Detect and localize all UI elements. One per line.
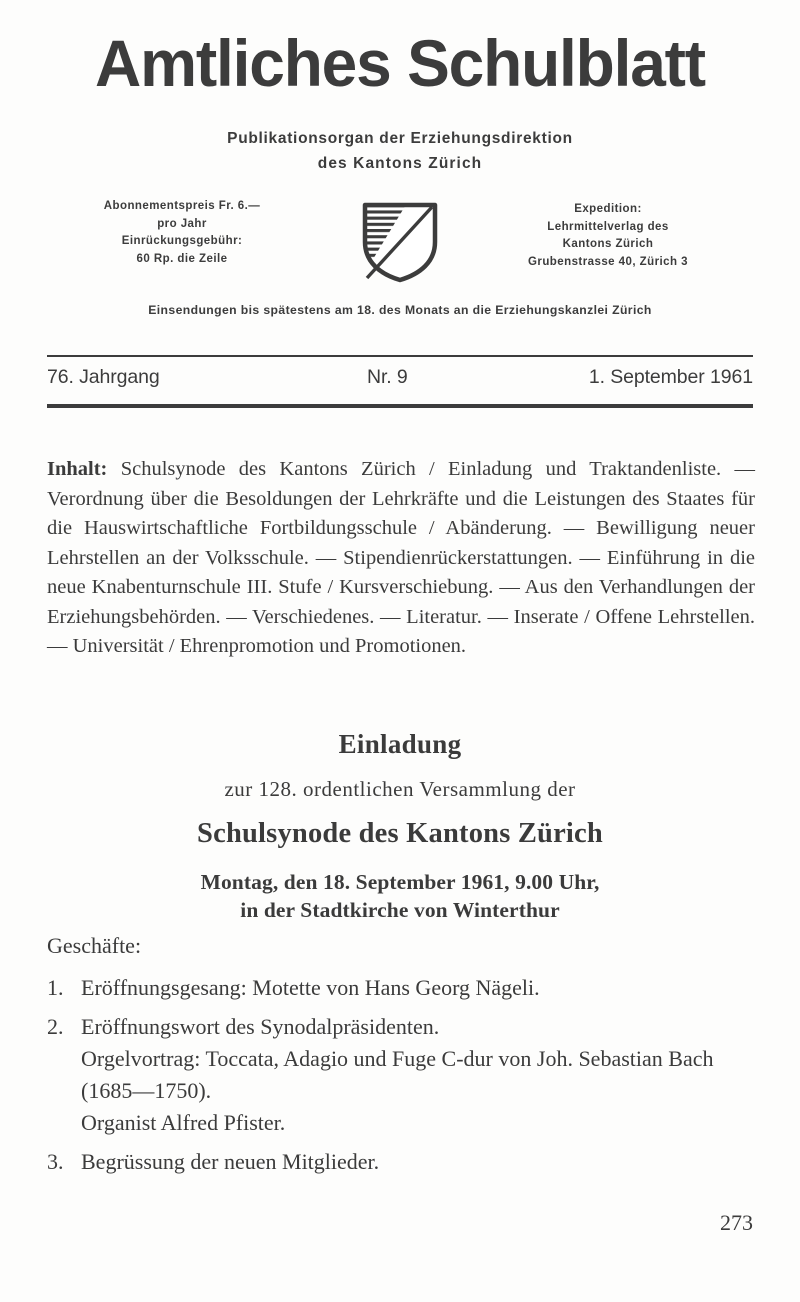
submission-deadline-note: Einsendungen bis spätestens am 18. des Monats an die Erziehungskanzlei Zürich	[148, 303, 652, 317]
masthead-info-band	[47, 198, 753, 284]
masthead-subtitle	[0, 126, 800, 176]
masthead-subtitle-line1: Publikationsorgan der Erziehungsdirektion	[227, 130, 573, 147]
issue-number: Nr. 9	[367, 366, 408, 388]
invitation-body-title: Schulsynode des Kantons Zürich	[197, 818, 603, 849]
agenda-item-subtext: Organist Alfred Pfister.	[81, 1110, 286, 1135]
issue-info-row	[47, 366, 753, 398]
agenda-label: Geschäfte:	[47, 933, 142, 958]
contents-text: Schulsynode des Kantons Zürich / Einladung und Traktandenliste. — Verordnung über die Besoldungen der Lehrkräfte und die Leistungen des Staates für die Hauswirtschaftliche Fortbildungsschule / Abänderung. — Bewilligung neuer Lehrstellen an der Volksschule. — Stipendienrückerstattungen. — Einführung in die neue Knabenturnschule III. Stufe / Kursverschiebung. — Aus den Verhandlungen der Erziehungsbehörden. — Verschiedenes. — Literatur. — Inserate / Offene Lehrstellen. — Universität / Ehrenpromotion und Promotionen.	[47, 458, 755, 657]
expedition-canton: Kantons Zürich	[562, 238, 654, 250]
expedition-label: Expedition:	[574, 203, 642, 215]
agenda-item-number: 2.	[47, 1014, 64, 1039]
agenda-item-text: Begrüssung der neuen Mitglieder.	[81, 1149, 380, 1174]
issue-volume: 76. Jahrgang	[47, 366, 160, 388]
page-number: 273	[720, 1210, 753, 1235]
agenda-item-text: Eröffnungswort des Synodalpräsidenten.	[81, 1014, 440, 1039]
agenda-list	[47, 972, 755, 1185]
contents-label: Inhalt:	[47, 458, 108, 480]
expedition-info	[463, 201, 753, 271]
agenda-item-text: Eröffnungsgesang: Motette von Hans Georg Nägeli.	[81, 975, 540, 1000]
invitation-when	[0, 868, 800, 924]
invitation-datetime: Montag, den 18. September 1961, 9.00 Uhr,	[200, 870, 600, 894]
masthead-rule-bottom	[47, 404, 753, 408]
masthead-subtitle-line2: des Kantons Zürich	[317, 155, 483, 172]
agenda-item	[47, 1011, 755, 1139]
invitation-venue: in der Stadtkirche von Winterthur	[240, 898, 560, 922]
agenda-item-number: 3.	[47, 1149, 64, 1174]
subscription-period: pro Jahr	[157, 217, 207, 230]
agenda-item-number: 1.	[47, 975, 64, 1000]
expedition-address: Grubenstrasse 40, Zürich 3	[528, 255, 688, 268]
subscription-price: Abonnementspreis Fr. 6.—	[103, 200, 261, 212]
agenda-item-subtext: Orgelvortrag: Toccata, Adagio und Fuge C-dur von Joh. Sebastian Bach (1685—1750).	[81, 1046, 714, 1103]
contents-paragraph	[47, 455, 755, 662]
agenda-item	[47, 972, 755, 1004]
insertion-fee-label: Einrückungsgebühr:	[121, 235, 243, 247]
insertion-fee-rate: 60 Rp. die Zeile	[136, 252, 228, 265]
issue-date: 1. September 1961	[588, 366, 753, 388]
invitation-subheading: zur 128. ordentlichen Versammlung der	[224, 777, 576, 801]
zurich-coat-of-arms-shield-icon	[358, 198, 442, 289]
invitation-heading: Einladung	[338, 729, 462, 759]
page-masthead-title: Amtliches Schulblatt	[95, 26, 705, 100]
subscription-info	[47, 198, 317, 268]
expedition-publisher: Lehrmittelverlag des	[547, 220, 669, 233]
agenda-item	[47, 1146, 755, 1178]
masthead-rule-top	[47, 355, 753, 357]
